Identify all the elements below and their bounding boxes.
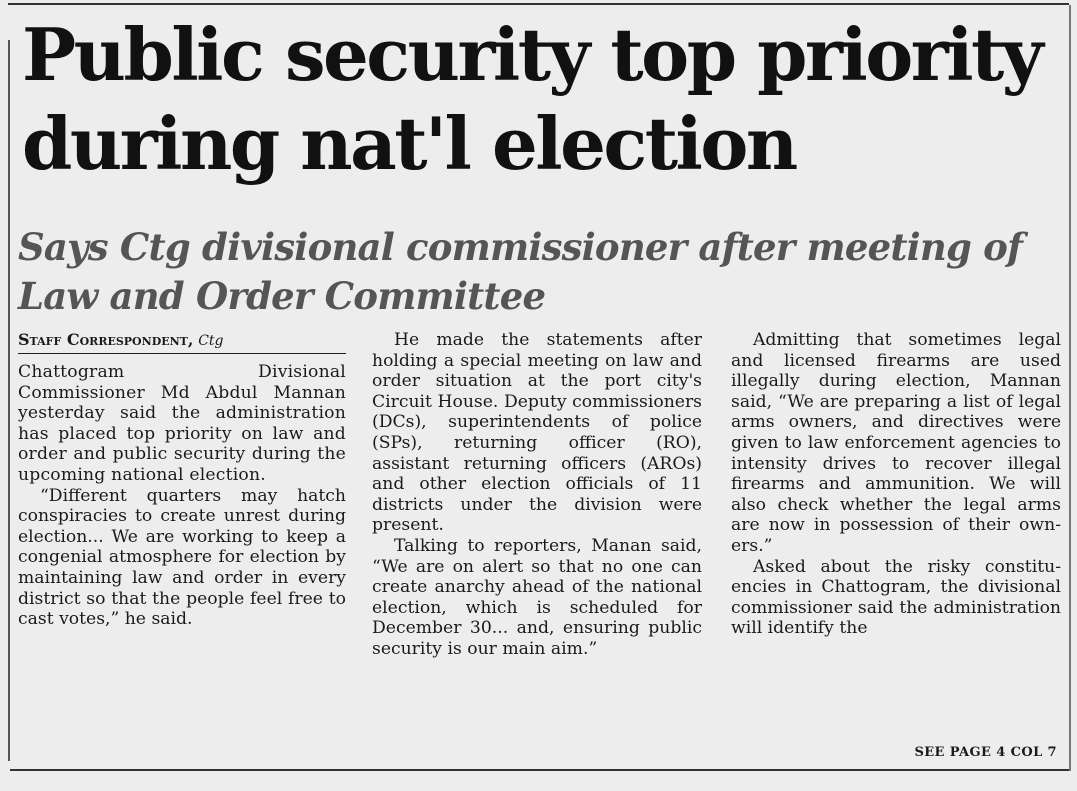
byline <box>18 330 346 354</box>
subheadline: Says Ctg divisional commissioner after meeting of Law and Order Committee <box>18 225 1023 318</box>
article-column-3 <box>731 330 1061 639</box>
bottom-rule <box>10 769 1069 771</box>
paragraph: Admitting that sometimes legal and licensed firearms are used illegally during election, Mannan said, “We are preparing a list of legal arms owners, and directives were given to law enforcement agencies to intensity drives to recover illegal firearms and ammunition. We will also check whether the legal arms are now in possession of their owners.” <box>731 330 1061 556</box>
left-rule <box>8 40 10 761</box>
top-rule <box>8 3 1069 5</box>
continuation-note: SEE PAGE 4 COL 7 <box>914 745 1057 760</box>
headline: Public security top priority during nat'l election <box>22 12 1042 186</box>
byline-author: Staff Correspondent, <box>18 330 194 349</box>
paragraph: Talking to reporters, Manan said, “We are on alert so that no one can create anarchy ahead of the national election, which is scheduled for December 30... and, ensuring public security is our main aim.” <box>372 535 702 659</box>
paragraph: He made the statements after holding a special meeting on law and order situation at the port city's Circuit House. Deputy commissioners (DCs), superintendents of police (SPs), returning officer (RO), assistant returning officers (AROs) and other election officials of 11 districts under the division were present. <box>372 330 702 536</box>
byline-place: Ctg <box>198 333 224 349</box>
paragraph: “Different quarters may hatch conspiracies to create unrest during election... We are working to keep a congenial atmosphere for election by maintaining law and order in every district so that the people feel free to cast votes,” he said. <box>18 485 346 630</box>
article-column-1 <box>18 330 346 630</box>
paragraph: Asked about the risky constituencies in Chattogram, the divisional commissioner said the administration will identify the <box>731 556 1061 639</box>
article-column-2 <box>372 330 702 660</box>
paragraph: Chattogram Divisional Commissioner Md Abdul Mannan yesterday said the administration has placed top priority on law and order and public security during the upcoming national election. <box>18 362 346 485</box>
